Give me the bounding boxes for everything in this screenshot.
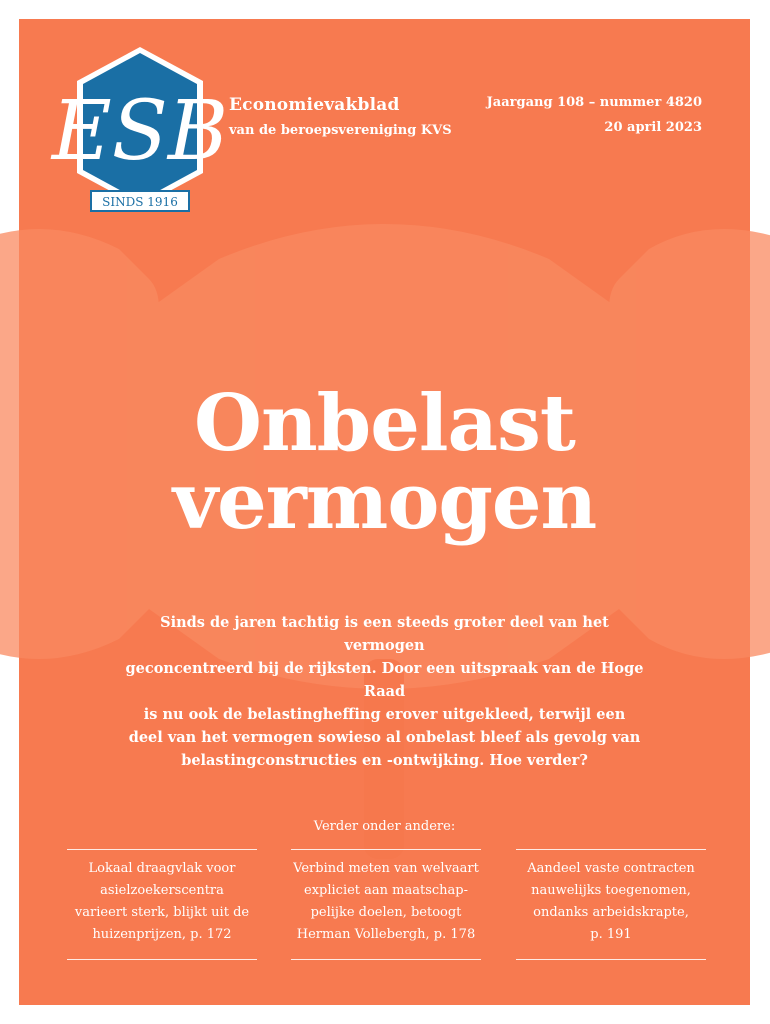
- header-left: [229, 95, 452, 138]
- headline-line-2: vermogen: [172, 456, 597, 547]
- magazine-subtitle: van de beroepsvereniging KVS: [229, 123, 452, 138]
- magazine-title: Economievakblad: [229, 95, 400, 115]
- lead-line: geconcentreerd bij de rijksten. Door een uitspraak van de Hoge Raad: [125, 660, 644, 700]
- esb-logo: [51, 41, 229, 217]
- teaser-line: Lokaal draagvlak voor: [88, 861, 236, 876]
- teaser-article-1[interactable]: [67, 849, 257, 960]
- logo-since: SINDS 1916: [102, 195, 178, 209]
- teaser-line: nauwelijks toegenomen,: [531, 883, 691, 898]
- lead-paragraph: [119, 611, 650, 772]
- lead-line: Sinds de jaren tachtig is een steeds groter deel van het vermogen: [160, 614, 609, 654]
- lead-line: is nu ook de belastingheffing erover uitgekleed, terwijl een: [143, 706, 626, 723]
- teaser-article-2[interactable]: [291, 849, 481, 960]
- teaser-article-3[interactable]: [516, 849, 706, 960]
- teaser-line: p. 191: [590, 927, 632, 942]
- teaser-line: Aandeel vaste contracten: [527, 861, 695, 876]
- teaser-line: Herman Vollebergh, p. 178: [296, 927, 476, 942]
- issue-date: 20 april 2023: [604, 120, 702, 135]
- magazine-cover: [19, 19, 750, 1005]
- teaser-line: huizenprijzen, p. 172: [92, 927, 232, 942]
- others-label: Verder onder andere:: [313, 819, 456, 834]
- headline-line-1: Onbelast: [194, 378, 575, 469]
- teaser-line: asielzoekerscentra: [100, 883, 224, 898]
- lead-line: deel van het vermogen sowieso al onbelast bleef als gevolg van: [128, 729, 641, 746]
- teaser-line: ondanks arbeidskrapte,: [533, 905, 689, 920]
- teaser-line: pelijke doelen, betoogt: [310, 905, 462, 920]
- header-right: [487, 95, 702, 135]
- issue-number: Jaargang 108 – nummer 4820: [486, 95, 702, 110]
- teaser-line: expliciet aan maatschap-: [304, 883, 468, 898]
- logo-monogram: ESB: [51, 84, 229, 179]
- teaser-line: Verbind meten van welvaart: [293, 861, 479, 876]
- lead-line: belastingconstructies en -ontwijking. Hoe verder?: [181, 752, 588, 769]
- teaser-line: varieert sterk, blijkt uit de: [74, 905, 250, 920]
- cover-headline: [19, 378, 750, 547]
